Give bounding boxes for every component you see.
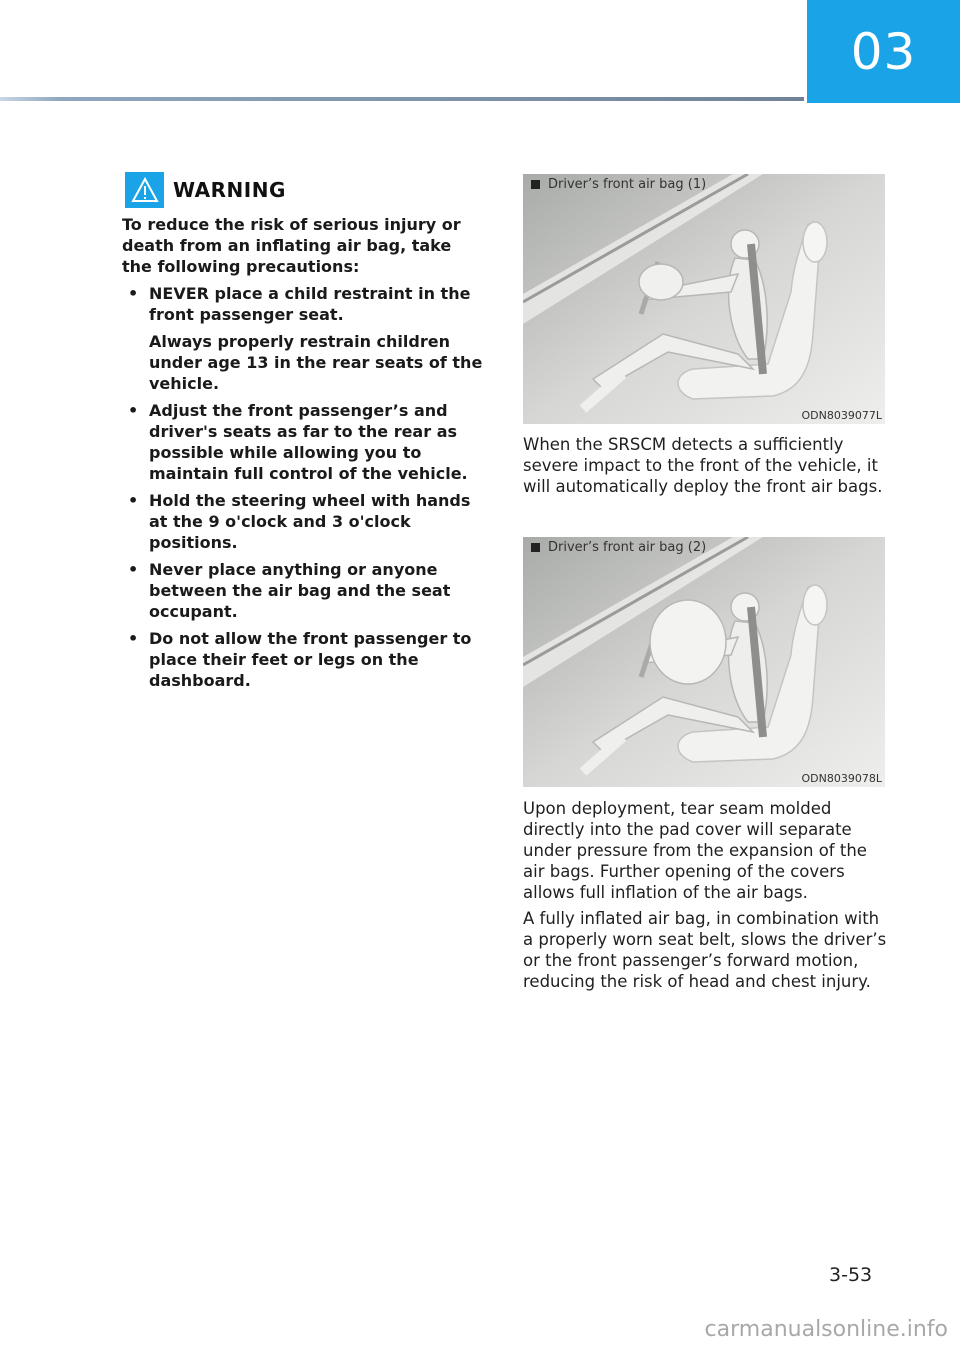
figure-airbag-1 bbox=[523, 174, 885, 424]
warning-triangle-icon bbox=[125, 172, 164, 208]
figure-code: ODN8039078L bbox=[801, 772, 882, 785]
list-item: • NEVER place a child restraint in the front passenger seat. Always properly restrain children under age 13 in the rear seats of the vehicle. bbox=[128, 284, 483, 393]
airbag-illustration-1 bbox=[523, 174, 885, 424]
warning-box bbox=[122, 172, 484, 697]
figure-caption-text: Driver’s front air bag (1) bbox=[548, 177, 707, 192]
warning-header bbox=[122, 172, 484, 208]
figure-caption bbox=[531, 177, 706, 192]
list-item-text: Do not allow the front passenger to place their feet or legs on the dashboard. bbox=[149, 629, 472, 690]
warning-list bbox=[122, 283, 484, 691]
paragraph-inflation: A fully inflated air bag, in combination with a properly worn seat belt, slows the driver’s or the front passenger’s forward motion, reducing the risk of head and chest injury. bbox=[523, 909, 887, 991]
list-item-subtext: Always properly restrain children under age 13 in the rear seats of the vehicle. bbox=[149, 332, 483, 393]
header-rule bbox=[0, 97, 804, 101]
list-item: • Hold the steering wheel with hands at the 9 o'clock and 3 o'clock positions. bbox=[128, 491, 471, 552]
list-item: • Do not allow the front passenger to place their feet or legs on the dashboard. bbox=[128, 629, 472, 690]
page-number: 3-53 bbox=[829, 1264, 873, 1286]
figure-airbag-2 bbox=[523, 537, 885, 787]
warning-intro: To reduce the risk of serious injury or death from an inflating air bag, take the following precautions: bbox=[122, 215, 461, 276]
list-item: • Never place anything or anyone between the air bag and the seat occupant. bbox=[128, 560, 451, 621]
list-item-text: Adjust the front passenger’s and driver's seats as far to the rear as possible while allowing you to maintain full control of the vehicle. bbox=[149, 401, 468, 483]
list-item: • Adjust the front passenger’s and driver's seats as far to the rear as possible while allowing you to maintain full control of the vehicle. bbox=[128, 401, 468, 483]
watermark: carmanualsonline.info bbox=[704, 1317, 948, 1342]
chapter-tab bbox=[807, 0, 960, 103]
airbag-illustration-2 bbox=[523, 537, 885, 787]
chapter-number: 03 bbox=[850, 22, 917, 81]
figure-caption bbox=[531, 540, 706, 555]
warning-title: WARNING bbox=[173, 178, 286, 202]
paragraph-deployment: Upon deployment, tear seam molded directly into the pad cover will separate under pressure from the expansion of the air bags. Further opening of the covers allows full inflation of the air bags. bbox=[523, 799, 867, 902]
square-bullet-icon bbox=[531, 543, 540, 552]
figure-caption-text: Driver’s front air bag (2) bbox=[548, 540, 707, 555]
list-item-text: NEVER place a child restraint in the front passenger seat. bbox=[149, 284, 471, 324]
list-item-text: Hold the steering wheel with hands at the 9 o'clock and 3 o'clock positions. bbox=[149, 491, 471, 552]
list-item-text: Never place anything or anyone between the air bag and the seat occupant. bbox=[149, 560, 451, 621]
paragraph-detection: When the SRSCM detects a sufficiently severe impact to the front of the vehicle, it will automatically deploy the front air bags. bbox=[523, 435, 883, 496]
square-bullet-icon bbox=[531, 180, 540, 189]
figure-code: ODN8039077L bbox=[801, 409, 882, 422]
